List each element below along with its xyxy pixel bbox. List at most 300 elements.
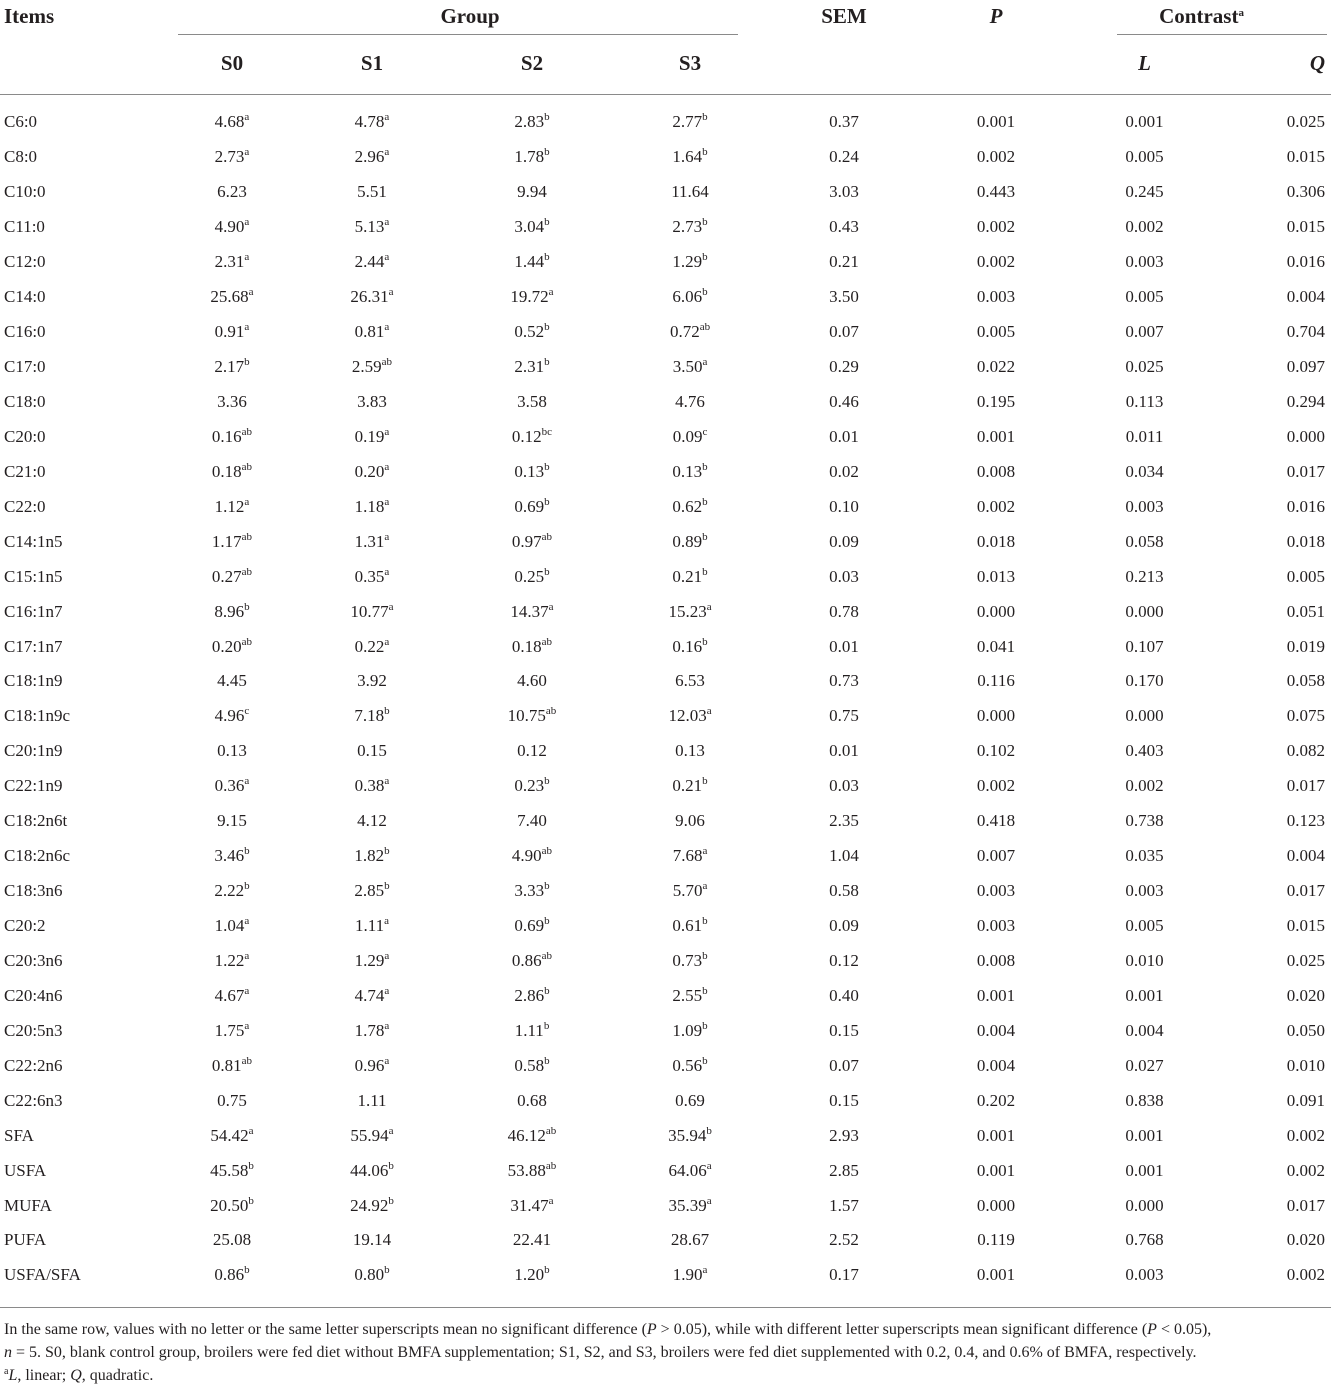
item-cell-value: C16:0: [4, 322, 46, 342]
s0-cell: [172, 350, 292, 385]
significance-letter: b: [706, 1124, 712, 1137]
significance-letter: ab: [241, 425, 253, 438]
l-cell-value: 0.010: [1125, 950, 1164, 970]
s3-cell: [612, 454, 768, 489]
s3-cell: [612, 594, 768, 629]
p-cell: [920, 874, 1072, 909]
l-cell: [1072, 1083, 1217, 1118]
q-cell-value: 0.051: [1286, 601, 1326, 621]
s1-cell: [292, 594, 452, 629]
sem-cell: [768, 1013, 920, 1048]
s3-cell-value: 0.16: [672, 636, 703, 656]
p-cell: [920, 524, 1072, 559]
s2-cell-value: 0.12: [511, 426, 542, 446]
q-cell: [1217, 315, 1331, 350]
significance-letter: b: [702, 984, 708, 997]
s1-cell-value: 0.20: [354, 461, 385, 481]
item-cell: [0, 280, 172, 315]
s3-cell-value: 15.23: [668, 601, 707, 621]
p-cell: [920, 734, 1072, 769]
s2-cell: [452, 629, 612, 664]
header-sem: SEM: [821, 4, 867, 28]
q-cell: [1217, 664, 1331, 699]
p-cell-value: 0.018: [976, 531, 1016, 551]
l-cell-value: 0.113: [1125, 391, 1164, 411]
l-cell-value: 0.001: [1125, 985, 1164, 1005]
significance-letter: b: [702, 216, 708, 229]
s1-cell-value: 55.94: [350, 1125, 389, 1145]
item-cell-value: C22:6n3: [4, 1090, 63, 1110]
item-cell: [0, 769, 172, 804]
item-cell: [0, 1013, 172, 1048]
significance-letter: a: [384, 251, 390, 264]
q-cell-value: 0.025: [1286, 112, 1326, 132]
s2-cell: [452, 1083, 612, 1118]
table-row: [0, 489, 1331, 524]
significance-letter: a: [548, 1194, 554, 1207]
s0-cell-value: 3.36: [217, 391, 247, 411]
p-cell-value: 0.001: [976, 426, 1016, 446]
s3-cell: [612, 629, 768, 664]
footnote-line-1: [4, 1318, 1328, 1341]
significance-letter: ab: [381, 356, 393, 369]
significance-letter: a: [244, 495, 250, 508]
table-row: [0, 559, 1331, 594]
significance-letter: b: [248, 1159, 254, 1172]
footnote-p-symbol: P: [646, 1321, 657, 1338]
s2-cell: [452, 594, 612, 629]
l-cell: [1072, 594, 1217, 629]
s3-cell-value: 11.64: [671, 182, 709, 202]
s0-cell-value: 25.68: [210, 287, 249, 307]
sem-cell-value: 0.10: [829, 496, 859, 516]
s3-cell-value: 0.21: [672, 566, 703, 586]
l-cell: [1072, 315, 1217, 350]
l-cell: [1072, 699, 1217, 734]
item-cell-value: C20:0: [4, 426, 46, 446]
sem-cell: [768, 350, 920, 385]
s3-cell: [612, 1153, 768, 1188]
item-cell: [0, 1223, 172, 1258]
l-cell: [1072, 454, 1217, 489]
item-cell-value: C6:0: [4, 112, 38, 132]
s1-cell-value: 10.77: [350, 601, 389, 621]
s2-cell: [452, 315, 612, 350]
sem-cell-value: 0.29: [829, 357, 859, 377]
s0-cell: [172, 1048, 292, 1083]
sem-cell-value: 0.73: [829, 671, 859, 691]
footnote-text: = 5. S0, blank control group, broilers were fed diet without BMFA supplementation; S1, S2, and S3, broilers were fed diet supplemented with 0.2, 0.4, and 0.6% of BMFA, respectively.: [12, 1344, 1197, 1361]
l-cell-value: 0.000: [1125, 601, 1164, 621]
s1-cell-value: 4.12: [357, 811, 387, 831]
s0-cell: [172, 804, 292, 839]
s3-cell-value: 0.72: [669, 322, 700, 342]
sem-cell: [768, 105, 920, 140]
q-cell-value: 0.020: [1286, 985, 1326, 1005]
sem-cell: [768, 524, 920, 559]
significance-letter: b: [544, 880, 550, 893]
q-cell-value: 0.004: [1286, 287, 1326, 307]
s0-cell: [172, 594, 292, 629]
p-cell-value: 0.001: [976, 112, 1016, 132]
q-cell-value: 0.005: [1286, 566, 1326, 586]
item-cell-value: USFA/SFA: [4, 1265, 81, 1285]
s1-cell-value: 0.96: [354, 1055, 385, 1075]
s3-cell: [612, 1013, 768, 1048]
sem-cell: [768, 1188, 920, 1223]
sem-cell: [768, 664, 920, 699]
s3-cell-value: 6.53: [675, 671, 705, 691]
s1-cell: [292, 909, 452, 944]
s0-cell: [172, 734, 292, 769]
s0-cell: [172, 839, 292, 874]
s0-cell-value: 0.13: [217, 741, 247, 761]
s2-cell-value: 31.47: [510, 1195, 549, 1215]
l-cell-value: 0.003: [1125, 1265, 1164, 1285]
s3-cell-value: 2.55: [672, 985, 703, 1005]
s2-cell-value: 0.13: [514, 461, 545, 481]
item-cell-value: C18:3n6: [4, 881, 63, 901]
l-cell: [1072, 909, 1217, 944]
s0-cell: [172, 1013, 292, 1048]
q-cell: [1217, 350, 1331, 385]
header-contrast-sup: a: [1238, 7, 1244, 19]
s1-cell: [292, 629, 452, 664]
q-cell: [1217, 909, 1331, 944]
s3-cell-value: 28.67: [670, 1230, 710, 1250]
item-cell: [0, 1188, 172, 1223]
s0-cell-value: 8.96: [214, 601, 245, 621]
p-cell-value: 0.003: [976, 881, 1016, 901]
significance-letter: ab: [545, 1124, 557, 1137]
s3-cell-value: 2.77: [672, 112, 703, 132]
significance-letter: b: [543, 1019, 550, 1032]
sem-cell: [768, 245, 920, 280]
p-cell-value: 0.008: [976, 950, 1016, 970]
significance-letter: ab: [241, 635, 253, 648]
q-cell-value: 0.000: [1286, 426, 1326, 446]
item-cell-value: MUFA: [4, 1195, 52, 1215]
s3-cell: [612, 419, 768, 454]
table-row: [0, 175, 1331, 210]
table-row: [0, 629, 1331, 664]
header-empty: [768, 33, 920, 93]
l-cell: [1072, 734, 1217, 769]
s3-cell: [612, 1258, 768, 1293]
s0-cell-value: 0.75: [217, 1090, 247, 1110]
q-cell: [1217, 1258, 1331, 1293]
s1-cell-value: 5.51: [357, 182, 387, 202]
s2-cell: [452, 978, 612, 1013]
significance-letter: b: [244, 1264, 250, 1277]
table-row: [0, 1223, 1331, 1258]
significance-letter: b: [544, 1054, 550, 1067]
s3-cell: [612, 1083, 768, 1118]
l-cell: [1072, 664, 1217, 699]
s2-cell: [452, 245, 612, 280]
item-cell-value: C15:1n5: [4, 566, 63, 586]
l-cell: [1072, 280, 1217, 315]
p-cell-value: 0.195: [976, 391, 1016, 411]
significance-letter: b: [244, 356, 250, 369]
s2-cell-value: 1.78: [514, 147, 545, 167]
p-cell: [920, 1083, 1072, 1118]
significance-letter: a: [706, 1159, 712, 1172]
s0-cell: [172, 1118, 292, 1153]
s3-cell-value: 4.76: [675, 391, 705, 411]
item-cell: [0, 944, 172, 979]
s1-cell: [292, 280, 452, 315]
l-cell: [1072, 175, 1217, 210]
l-cell: [1072, 385, 1217, 420]
q-cell-value: 0.002: [1286, 1265, 1326, 1285]
significance-letter: b: [384, 1264, 390, 1277]
significance-letter: a: [548, 286, 554, 299]
header-q: Q: [1309, 50, 1326, 75]
s0-cell: [172, 1223, 292, 1258]
q-cell-value: 0.704: [1286, 322, 1326, 342]
p-cell: [920, 175, 1072, 210]
l-cell-value: 0.001: [1125, 1160, 1164, 1180]
l-cell-value: 0.003: [1125, 881, 1164, 901]
table-row: [0, 839, 1331, 874]
table-row: [0, 944, 1331, 979]
s0-cell-value: 2.73: [214, 147, 245, 167]
significance-letter: a: [706, 705, 712, 718]
s3-cell: [612, 839, 768, 874]
significance-letter: b: [544, 111, 550, 124]
significance-letter: ab: [541, 530, 553, 543]
q-cell-value: 0.020: [1286, 1230, 1326, 1250]
s0-cell: [172, 559, 292, 594]
s3-cell-value: 12.03: [668, 706, 707, 726]
s0-cell: [172, 385, 292, 420]
table-row: [0, 909, 1331, 944]
footnote-text: , linear;: [17, 1367, 71, 1384]
s1-cell: [292, 978, 452, 1013]
q-cell: [1217, 419, 1331, 454]
sem-cell: [768, 769, 920, 804]
s0-cell-value: 1.22: [214, 950, 245, 970]
s3-cell: [612, 664, 768, 699]
l-cell-value: 0.001: [1125, 1125, 1164, 1145]
p-cell: [920, 140, 1072, 175]
significance-letter: b: [388, 1194, 394, 1207]
item-cell: [0, 1153, 172, 1188]
significance-letter: a: [244, 915, 250, 928]
l-cell-value: 0.001: [1125, 112, 1164, 132]
s3-cell: [612, 524, 768, 559]
s3-cell: [612, 1188, 768, 1223]
significance-letter: ab: [541, 635, 553, 648]
l-cell-value: 0.838: [1125, 1090, 1164, 1110]
s3-cell-value: 0.73: [672, 950, 703, 970]
s0-cell: [172, 140, 292, 175]
q-cell-value: 0.019: [1286, 636, 1326, 656]
sem-cell-value: 0.07: [829, 322, 859, 342]
table-row: [0, 978, 1331, 1013]
item-cell: [0, 629, 172, 664]
s1-cell: [292, 839, 452, 874]
s0-cell-value: 1.17: [211, 531, 242, 551]
significance-letter: a: [244, 111, 250, 124]
sem-cell: [768, 839, 920, 874]
s2-cell: [452, 210, 612, 245]
q-cell: [1217, 1118, 1331, 1153]
s2-cell: [452, 350, 612, 385]
item-cell: [0, 559, 172, 594]
significance-letter: b: [544, 321, 550, 334]
sem-cell-value: 0.21: [829, 252, 859, 272]
table-row: [0, 699, 1331, 734]
s0-cell: [172, 245, 292, 280]
header-contrast: [1072, 0, 1331, 33]
s3-cell-value: 1.09: [672, 1020, 703, 1040]
s2-cell: [452, 280, 612, 315]
s3-cell: [612, 489, 768, 524]
q-cell: [1217, 804, 1331, 839]
header-empty: [0, 33, 172, 93]
significance-letter: ab: [241, 1054, 253, 1067]
item-cell: [0, 874, 172, 909]
p-cell-value: 0.119: [977, 1230, 1015, 1250]
significance-letter: ab: [545, 1159, 557, 1172]
s2-cell-value: 0.25: [514, 566, 545, 586]
s1-cell-value: 1.31: [354, 531, 385, 551]
sem-cell: [768, 1223, 920, 1258]
significance-letter: c: [702, 425, 708, 438]
item-cell-value: C14:0: [4, 287, 46, 307]
q-cell: [1217, 454, 1331, 489]
significance-letter: a: [384, 1019, 390, 1032]
significance-letter: a: [384, 635, 390, 648]
significance-letter: a: [384, 775, 390, 788]
item-cell-value: C21:0: [4, 461, 46, 481]
significance-letter: a: [244, 216, 250, 229]
s1-cell-value: 1.11: [354, 916, 385, 936]
s2-cell: [452, 105, 612, 140]
significance-letter: a: [384, 111, 390, 124]
p-cell: [920, 978, 1072, 1013]
q-cell: [1217, 105, 1331, 140]
sem-cell: [768, 175, 920, 210]
sem-cell: [768, 315, 920, 350]
s2-cell-value: 0.86: [511, 950, 542, 970]
s0-cell-value: 1.04: [214, 916, 245, 936]
s1-cell: [292, 489, 452, 524]
footnote-text: , quadratic.: [81, 1367, 154, 1384]
item-cell: [0, 454, 172, 489]
header-p: P: [989, 4, 1003, 28]
header-empty: [920, 33, 1072, 93]
s2-cell: [452, 559, 612, 594]
significance-letter: ab: [241, 460, 253, 473]
header-l: L: [1138, 50, 1151, 75]
item-cell: [0, 1083, 172, 1118]
s1-cell-value: 2.44: [354, 252, 385, 272]
significance-letter: a: [702, 1264, 708, 1277]
p-cell-value: 0.004: [976, 1020, 1016, 1040]
q-cell-value: 0.010: [1286, 1055, 1326, 1075]
p-cell: [920, 664, 1072, 699]
item-cell-value: C18:1n9c: [4, 706, 71, 726]
s2-cell: [452, 874, 612, 909]
sem-cell-value: 0.01: [829, 741, 859, 761]
item-cell: [0, 419, 172, 454]
s1-cell: [292, 524, 452, 559]
p-cell: [920, 559, 1072, 594]
s3-cell-value: 35.94: [668, 1125, 707, 1145]
l-cell: [1072, 769, 1217, 804]
significance-letter: ab: [241, 530, 253, 543]
q-cell-value: 0.002: [1286, 1125, 1326, 1145]
p-cell-value: 0.202: [976, 1090, 1016, 1110]
table-row: [0, 245, 1331, 280]
footnote-line-2: [4, 1341, 1328, 1364]
footnote-text: < 0.05),: [1156, 1321, 1212, 1338]
significance-letter: a: [384, 460, 390, 473]
l-cell: [1072, 944, 1217, 979]
s1-cell-value: 0.19: [354, 426, 385, 446]
significance-letter: b: [244, 600, 250, 613]
s1-cell-value: 0.38: [354, 776, 385, 796]
q-cell-value: 0.123: [1286, 811, 1326, 831]
p-cell: [920, 804, 1072, 839]
s2-cell-value: 3.58: [517, 391, 547, 411]
p-cell: [920, 1258, 1072, 1293]
significance-letter: b: [702, 915, 708, 928]
sem-cell: [768, 1048, 920, 1083]
s2-cell-value: 0.97: [511, 531, 542, 551]
s3-cell: [612, 874, 768, 909]
item-cell-value: C16:1n7: [4, 601, 63, 621]
footnote-l-symbol: L: [8, 1367, 18, 1384]
table-row: [0, 769, 1331, 804]
header-contrast-label: Contrast: [1159, 4, 1239, 28]
q-cell: [1217, 1083, 1331, 1118]
p-cell: [920, 909, 1072, 944]
item-cell: [0, 1048, 172, 1083]
item-cell: [0, 1118, 172, 1153]
q-cell: [1217, 699, 1331, 734]
table-row: [0, 210, 1331, 245]
item-cell: [0, 140, 172, 175]
significance-letter: b: [702, 1019, 708, 1032]
item-cell-value: USFA: [4, 1160, 47, 1180]
sem-cell-value: 2.35: [829, 811, 859, 831]
sem-cell: [768, 454, 920, 489]
l-cell: [1072, 804, 1217, 839]
s3-cell-value: 0.21: [672, 776, 703, 796]
q-cell-value: 0.082: [1286, 741, 1326, 761]
s0-cell-value: 0.16: [211, 426, 242, 446]
p-cell-value: 0.001: [976, 985, 1016, 1005]
s3-cell-value: 0.69: [675, 1090, 705, 1110]
s1-cell-value: 3.83: [357, 391, 387, 411]
item-cell-value: C18:2n6c: [4, 846, 71, 866]
p-cell-value: 0.002: [976, 147, 1016, 167]
s2-cell-value: 0.69: [514, 496, 545, 516]
s3-cell: [612, 769, 768, 804]
s2-cell: [452, 1188, 612, 1223]
significance-letter: a: [244, 775, 250, 788]
s0-cell-value: 3.46: [214, 846, 245, 866]
s3-cell: [612, 350, 768, 385]
s0-cell-value: 1.12: [214, 496, 245, 516]
s0-cell: [172, 489, 292, 524]
l-cell: [1072, 1188, 1217, 1223]
significance-letter: b: [388, 1159, 394, 1172]
